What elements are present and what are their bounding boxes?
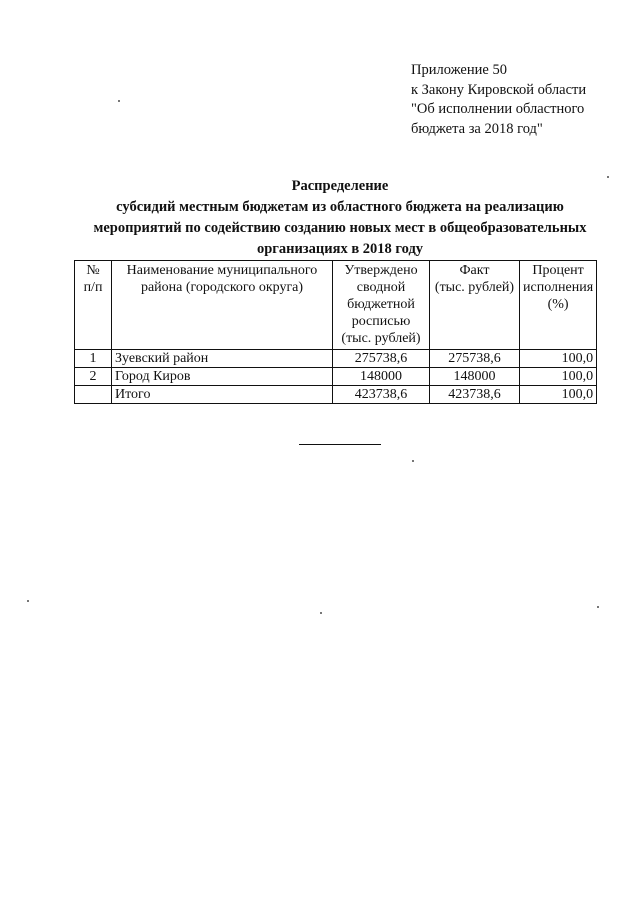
- scan-speck: [412, 460, 414, 462]
- appendix-line: Приложение 50: [411, 62, 507, 78]
- title-line: организациях в 2018 году: [256, 241, 424, 257]
- closing-line: [299, 444, 381, 445]
- cell-fact: 275738,6: [430, 350, 520, 368]
- header-line: исполнения: [523, 280, 594, 295]
- header-percent: [520, 261, 597, 350]
- cell-num: [75, 386, 112, 404]
- cell-num: 1: [75, 350, 112, 368]
- header-line: (тыс. рублей): [341, 331, 421, 346]
- header-line: №: [86, 263, 100, 278]
- header-line: сводной: [356, 280, 406, 295]
- cell-fact: 423738,6: [430, 386, 520, 404]
- cell-percent: 100,0: [520, 386, 597, 404]
- cell-percent: 100,0: [520, 368, 597, 386]
- appendix-line: "Об исполнении областного: [411, 101, 585, 117]
- header-line: Утверждено: [344, 263, 418, 278]
- scan-speck: [607, 176, 609, 178]
- cell-approved: 148000: [333, 368, 430, 386]
- cell-name: Зуевский район: [112, 350, 333, 368]
- header-line: района (городского округа): [140, 280, 304, 295]
- cell-fact: 148000: [430, 368, 520, 386]
- header-approved: [333, 261, 430, 350]
- table-header-row: [75, 261, 597, 350]
- header-line: (тыс. рублей): [434, 280, 515, 295]
- header-line: (%): [547, 297, 569, 312]
- cell-name: Итого: [112, 386, 333, 404]
- title-line: мероприятий по содействию созданию новых мест в общеобразовательных: [93, 220, 587, 236]
- cell-approved: 423738,6: [333, 386, 430, 404]
- cell-num: 2: [75, 368, 112, 386]
- appendix-block: [411, 61, 586, 139]
- header-fact: [430, 261, 520, 350]
- scan-speck: [320, 612, 322, 614]
- table-row: [75, 368, 597, 386]
- cell-name: Город Киров: [112, 368, 333, 386]
- table-total-row: [75, 386, 597, 404]
- header-num: [75, 261, 112, 350]
- title-line: Распределение: [291, 178, 389, 194]
- scan-speck: [118, 100, 120, 102]
- cell-approved: 275738,6: [333, 350, 430, 368]
- header-line: бюджетной: [347, 297, 415, 312]
- header-line: Процент: [532, 263, 584, 278]
- title-line: субсидий местным бюджетам из областного бюджета на реализацию: [116, 199, 564, 215]
- subsidy-table: [74, 260, 597, 404]
- appendix-line: к Закону Кировской области: [411, 81, 587, 98]
- scan-speck: [597, 606, 599, 608]
- document-title: [60, 176, 620, 260]
- scan-speck: [27, 600, 29, 602]
- table-row: [75, 350, 597, 368]
- header-line: Наименование муниципального: [126, 263, 318, 278]
- header-line: п/п: [83, 280, 103, 295]
- header-line: росписью: [351, 314, 411, 329]
- header-line: Факт: [459, 263, 490, 278]
- cell-percent: 100,0: [520, 350, 597, 368]
- header-name: [112, 261, 333, 350]
- appendix-line: бюджета за 2018 год": [411, 120, 543, 137]
